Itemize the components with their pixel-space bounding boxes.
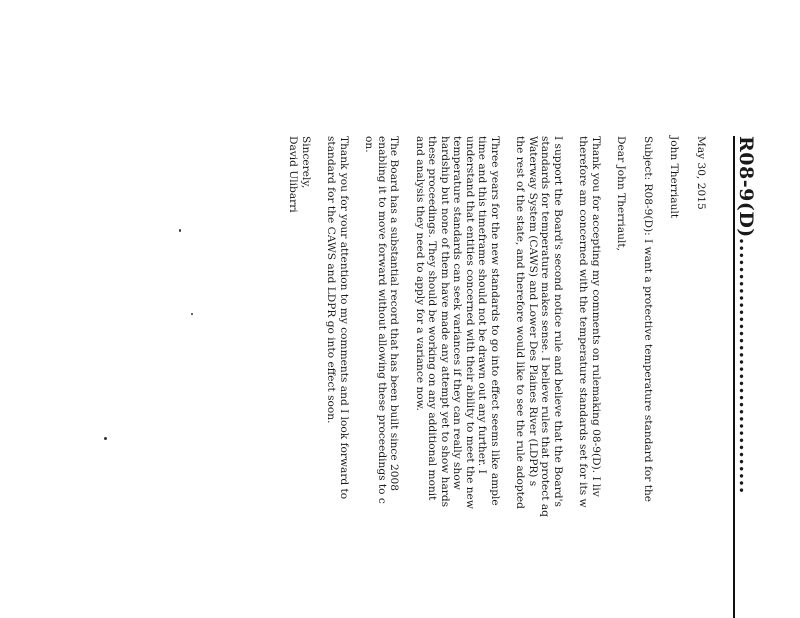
paragraph-line: these proceedings. They should be working on any additional monit	[426, 136, 439, 501]
paragraph-line: the rest of the state, and therefore would like to see the rule adopted	[514, 136, 527, 509]
paragraph-line: standards for temperature makes sense. I believe rules that protect aq	[539, 136, 552, 517]
paragraph-line: standard for the CAWS and LDPR go into effect soon.	[325, 136, 338, 424]
paragraph-line: The Board has a substantial record that has been built since 2008	[388, 136, 401, 491]
signature-name: David Ulibarri	[287, 136, 300, 213]
docket-number: R08-9(D)	[735, 136, 757, 238]
docket-header-dots: ....................................	[735, 237, 757, 494]
salutation: Dear John Therriault,	[615, 136, 628, 251]
closing: Sincerely,	[300, 136, 312, 189]
letter-date: May 30, 2015	[695, 136, 707, 210]
docket-header	[733, 136, 760, 618]
paragraph-line: Three years for the new standards to go into effect seems like ample	[489, 136, 501, 506]
paragraph-4	[363, 136, 401, 606]
recipient-name: John Therriault	[668, 136, 681, 219]
paragraph-2	[514, 136, 564, 606]
paragraph-3	[414, 136, 502, 606]
paragraph-line: enabling it to move forward without allowing these proceedings to c	[376, 136, 388, 504]
paragraph-line: I support the Board's second notice rule and believe that the Board's	[552, 136, 564, 507]
scan-speck	[179, 229, 181, 232]
paragraph-line: hardship but none of them have made any attempt yet to show hards	[439, 136, 451, 508]
letter-body	[287, 136, 733, 606]
paragraph-line: and analysis they need to apply for a variance now.	[414, 136, 426, 411]
subject-line: Subject: R08-9(D): I want a protective temperature standard for the	[642, 136, 654, 503]
scan-speck	[191, 313, 193, 315]
scan-speck	[104, 437, 107, 440]
letter-page	[260, 136, 760, 606]
paragraph-line: on.	[363, 136, 376, 153]
paragraph-line: Waterway System (CAWS) and Lower Des Plaines River (LDPR) s	[527, 136, 539, 487]
paragraph-5	[325, 136, 350, 606]
paragraph-line: Thank you for accepting my comments on rulemaking 08-9(D). I liv	[590, 136, 602, 497]
paragraph-line: time and this timeframe should not be drawn out any further. I	[476, 136, 489, 474]
paragraph-line: understand that entities concerned with their ability to meet the new	[464, 136, 476, 509]
paragraph-1	[577, 136, 602, 606]
paragraph-line: temperature standards can seek variances if they can really show	[451, 136, 464, 490]
paragraph-line: Thank you for your attention to my comments and I look forward to	[338, 136, 350, 500]
paragraph-line: therefore am concerned with the temperature standards set for its w	[577, 136, 590, 508]
